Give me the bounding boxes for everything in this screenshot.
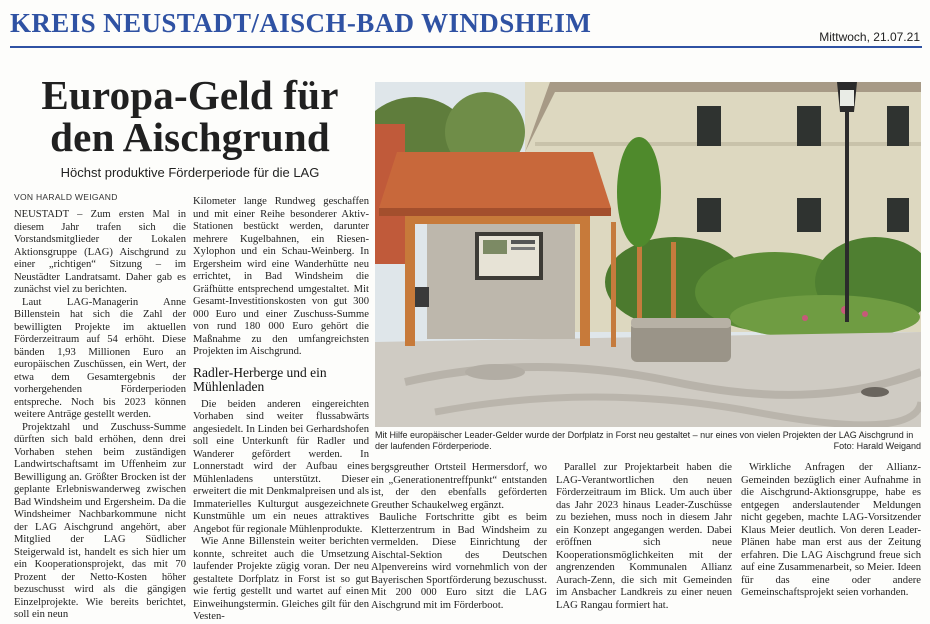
- paragraph: Parallel zur Projektarbeit haben die LAG-Verantwortlichen den neuen Förderzeitraum im Blick. Um auch über das Jahr 2023 hinaus Leader-Zuschüsse zu beziehen, muss noch in diesem Jahr ein Konzept angegangen werden. Dabei eröffnen sich neue Kooperationsmöglichkeiten mit der angrenzenden Kommunalen Allianz Aurach-Zenn, die sich mit Gemeinden im Ansbacher Landkreis zu einer neuen LAG Rangau formiert hat.: [556, 462, 732, 611]
- issue-date: Mittwoch, 21.07.21: [819, 30, 920, 44]
- photo-credit: Foto: Harald Weigand: [833, 441, 921, 451]
- byline: VON HARALD WEIGAND: [14, 192, 118, 202]
- article-column-1: [14, 209, 186, 621]
- masthead-rule: [10, 46, 922, 48]
- headline-line-1: Europa-Geld für: [41, 72, 339, 118]
- article-column-2: [193, 196, 369, 621]
- paragraph: Die beiden anderen eingereichten Vorhaben sind weiter flussabwärts angesiedelt. In Linden bei Gerhardshofen soll eine Unterkunft für Radler und Wanderer gefördert werden. In Lonnerstadt wird der Aufbau eines Mühlenladens unterstützt. Dieser erweitert die mit Denkmalpreisen und als Immaterielles Kulturgut ausgezeichnete Kunstmühle um ein neues attraktives Angebot für regionale Mühlenprodukte.: [193, 398, 369, 535]
- paragraph: Bauliche Fortschritte gibt es beim Kletterzentrum in Bad Windsheim zu vermelden. Diese Einrichtung der Aischtal-Sektion des Deutschen Alpenvereins wird vornehmlich von der Bayerischen Sportförderung bezuschusst. Mit 200 000 Euro sitzt die LAG Aischgrund mit im Förderboot.: [371, 512, 547, 611]
- article-column-5: [741, 462, 921, 621]
- paragraph: NEUSTADT – Zum ersten Mal in diesem Jahr trafen sich die Vorstandsmitglieder der Lokalen Aktionsgruppe (LAG) Aischgrund zu einer „richtigen“ Sitzung – im Neustädter Landratsamt. Daher gab es zunächst viel zu berichten.: [14, 209, 186, 295]
- photo-caption: [375, 430, 921, 452]
- subheadline: Höchst produktive Förderperiode für die LAG: [60, 165, 320, 180]
- paragraph: bergsgreuther Ortsteil Hermersdorf, wo ein „Generationentreffpunkt“ entstanden ist, der den ebenfalls geförderten Greuther Schaukelweg ergänzt.: [371, 462, 547, 511]
- masthead: [10, 0, 922, 46]
- caption-text: Mit Hilfe europäischer Leader-Gelder wurde der Dorfplatz in Forst neu gestaltet – nur eines von vielen Projekten der LAG Aischgrund in der laufenden Förderperiode.: [375, 430, 914, 451]
- photo-village-square: [375, 82, 921, 427]
- photo-illustration: [375, 82, 921, 427]
- article-column-3: [371, 462, 547, 621]
- headline: [10, 74, 370, 158]
- article-column-4: [556, 462, 732, 621]
- section-subheading: Radler-Herberge und ein Mühlenladen: [193, 364, 327, 394]
- headline-line-2: den Aischgrund: [50, 114, 330, 160]
- paragraph: Projektzahl und Zuschuss-Summe dürften sich bald erhöhen, denn drei Vorhaben stehen beim zuständigen Landwirtschaftsamt im Uffenheim zur Bewilligung an. Größter Brocken ist der geplante Erlebniswanderweg zwischen Bad Windsheim und Ergersheim. Da die Windsheimer Nachbarkommune nicht der LAG Aischgrund angehört, aber Mitglied der LAG Südlicher Steigerwald ist, handelt es sich hier um ein Kooperationsprojekt, das mit 70 Prozent der Netto-Kosten höher bezuschusst wird als die gängigen Einzelprojekte. Wie bereits berichtet, soll ein neun: [14, 421, 186, 620]
- paragraph: Laut LAG-Managerin Anne Billenstein hat sich die Zahl der bewilligten Projekte im aktuellen Förderzeitraum auf 54 erhöht. Diese bänden 1,93 Millionen Euro an europäischen Zuschüssen, ein Wert, der etwa dem Gesamtergebnis der vorhergehenden Förderperioden entspreche. Noch bis 2023 können weitere Anträge gestellt werden.: [14, 296, 186, 420]
- paragraph: Wirkliche Anfragen der Allianz-Gemeinden bezüglich einer Aufnahme in die Aischgrund-Aktionsgruppe, habe es entgegen anderslautender Meldungen nicht gegeben, machte LAG-Vorsitzender Klaus Meier deutlich. Von deren Leader-Plänen habe man erst aus der Zeitung erfahren. Die LAG Aischgrund freue sich auf eine Zusammenarbeit, so Meier. Ideen für das eine oder andere Gemeinschaftsprojekt seien vorhanden.: [741, 462, 921, 598]
- region-title: KREIS NEUSTADT/AISCH-BAD WINDSHEIM: [10, 8, 592, 38]
- paragraph: Wie Anne Billenstein weiter berichten konnte, schreitet auch die Umsetzung laufender Projekte zügig voran. Der neu gestaltete Dorfplatz in Forst ist so gut wie fertig gestellt und wartet auf einen Einweihungstermin. Gleiches gilt für den Vesten-: [193, 536, 369, 621]
- paragraph: Kilometer lange Rundweg geschaffen und mit einer Reihe besonderer Aktiv-Stationen bestückt werden, darunter mehrere Kugelbahnen, ein Riesen-Xylophon und ein Schau-Weinberg. In Ergersheim wird eine Wanderhütte neu errichtet, in Bad Windsheim die Gräfhütte entsprechend umgestaltet. Mit Gesamt-Investitionskosten von gut 300 000 Euro und einer Zuschuss-Summe von rund 180 000 Euro gehört die Maßnahme zu den umfangreichsten Projekten im Aischgrund.: [193, 196, 369, 357]
